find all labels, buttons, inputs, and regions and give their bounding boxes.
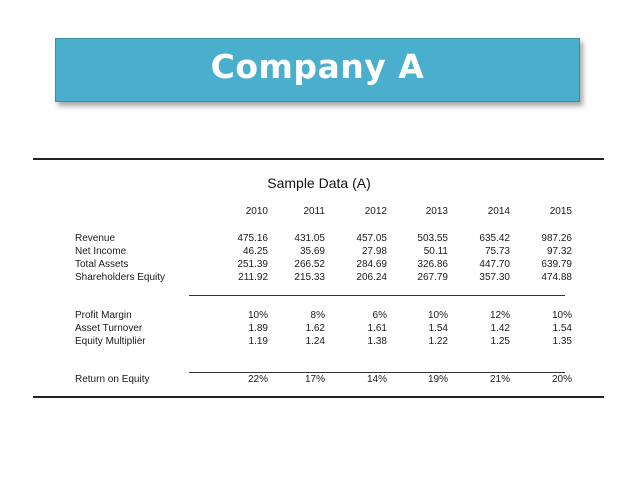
cell: 35.69 <box>299 246 325 257</box>
cell: 267.79 <box>417 272 448 283</box>
cell: 27.98 <box>361 246 387 257</box>
cell: 10% <box>427 310 448 321</box>
cell: 19% <box>427 374 448 385</box>
cell: 1.19 <box>248 336 268 347</box>
cell: 326.86 <box>417 259 448 270</box>
table-row <box>75 233 575 247</box>
table-title: Sample Data (A) <box>267 175 371 191</box>
table-row <box>75 323 575 337</box>
cell: 503.55 <box>417 233 448 244</box>
row-label: Revenue <box>75 233 116 244</box>
cell: 1.89 <box>248 323 268 334</box>
cell: 1.22 <box>428 336 448 347</box>
title-banner <box>55 38 580 102</box>
year-header-row <box>75 206 575 220</box>
cell: 46.25 <box>242 246 268 257</box>
table-row <box>75 310 575 324</box>
cell: 635.42 <box>479 233 510 244</box>
table-row <box>75 374 575 388</box>
cell: 21% <box>489 374 510 385</box>
cell: 475.16 <box>237 233 268 244</box>
cell: 17% <box>304 374 325 385</box>
year-header: 2010 <box>245 206 268 217</box>
year-header: 2015 <box>549 206 572 217</box>
section-divider <box>189 372 565 373</box>
cell: 987.26 <box>541 233 572 244</box>
section-divider <box>189 295 565 296</box>
cell: 447.70 <box>479 259 510 270</box>
table-row <box>75 272 575 286</box>
year-header: 2014 <box>487 206 510 217</box>
top-rule <box>33 158 604 160</box>
cell: 1.24 <box>305 336 325 347</box>
row-label: Profit Margin <box>75 310 132 321</box>
table-row <box>75 246 575 260</box>
cell: 1.54 <box>552 323 572 334</box>
cell: 1.62 <box>305 323 325 334</box>
row-label: Equity Multiplier <box>75 336 146 347</box>
cell: 251.39 <box>237 259 268 270</box>
cell: 1.38 <box>367 336 387 347</box>
bottom-rule <box>33 396 604 398</box>
cell: 12% <box>489 310 510 321</box>
cell: 357.30 <box>479 272 510 283</box>
row-label: Shareholders Equity <box>75 272 166 283</box>
year-header: 2013 <box>425 206 448 217</box>
cell: 97.32 <box>546 246 572 257</box>
cell: 50.11 <box>423 246 448 257</box>
row-label: Net Income <box>75 246 127 257</box>
cell: 6% <box>372 310 387 321</box>
cell: 211.92 <box>238 272 268 283</box>
cell: 474.88 <box>541 272 572 283</box>
cell: 14% <box>366 374 387 385</box>
cell: 266.52 <box>294 259 325 270</box>
cell: 284.69 <box>356 259 387 270</box>
cell: 10% <box>247 310 268 321</box>
cell: 8% <box>310 310 325 321</box>
cell: 215.33 <box>294 272 325 283</box>
cell: 75.73 <box>484 246 510 257</box>
cell: 457.05 <box>356 233 387 244</box>
cell: 1.25 <box>490 336 510 347</box>
cell: 1.42 <box>490 323 510 334</box>
cell: 1.54 <box>428 323 448 334</box>
row-label: Asset Turnover <box>75 323 143 334</box>
cell: 10% <box>551 310 572 321</box>
cell: 1.35 <box>552 336 572 347</box>
cell: 20% <box>551 374 572 385</box>
table-row <box>75 336 575 350</box>
row-label: Return on Equity <box>75 374 150 385</box>
year-header: 2011 <box>303 206 325 217</box>
cell: 206.24 <box>356 272 387 283</box>
row-label: Total Assets <box>75 259 129 270</box>
cell: 1.61 <box>367 323 387 334</box>
table-row <box>75 259 575 273</box>
cell: 639.79 <box>541 259 572 270</box>
cell: 22% <box>247 374 268 385</box>
cell: 431.05 <box>294 233 325 244</box>
slide-title: Company A <box>210 47 425 86</box>
year-header: 2012 <box>364 206 387 217</box>
